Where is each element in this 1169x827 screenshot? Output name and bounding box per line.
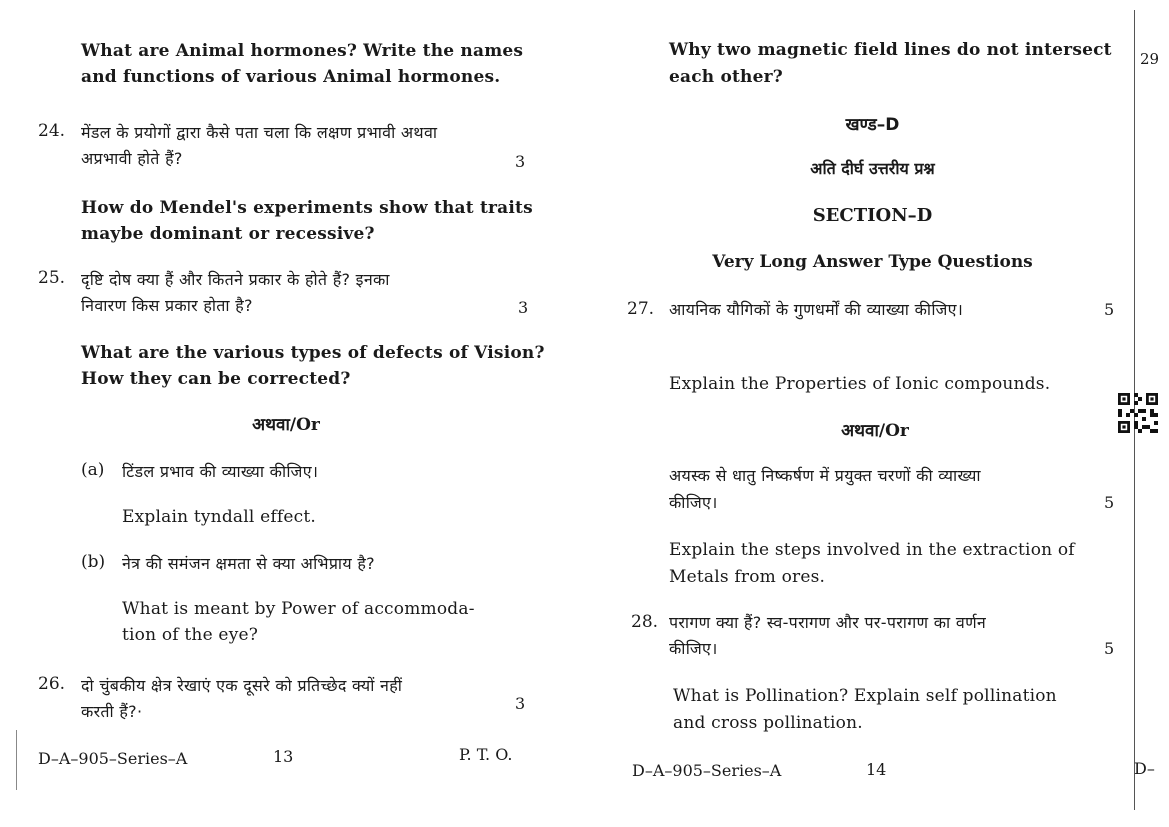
q25-hindi-line2: निवारण किस प्रकार होता है? xyxy=(81,296,253,315)
q24-number: 24. xyxy=(38,121,66,141)
left-footer-pto: P. T. O. xyxy=(459,745,513,764)
qr-code-icon xyxy=(1118,393,1158,433)
left-footer-series: D–A–905–Series–A xyxy=(38,749,188,768)
q28-english-line2: and cross pollination. xyxy=(673,713,863,733)
left-footer-page-number: 13 xyxy=(273,747,294,766)
q28-hindi-line1: परागण क्या हैं? स्व-परागण और पर-परागण का वर्णन xyxy=(669,613,987,632)
adjacent-page-number: 29 xyxy=(1140,50,1160,68)
section-heading-english: SECTION–D xyxy=(812,205,933,226)
q25a-hindi: टिंडल प्रभाव की व्याख्या कीजिए। xyxy=(122,462,319,481)
q25-hindi-line1: दृष्टि दोष क्या हैं और कितने प्रकार के होते हैं? इनका xyxy=(81,270,390,289)
q24-hindi-line2: अप्रभावी होते हैं? xyxy=(81,149,183,168)
section-subtitle-hindi: अति दीर्घ उत्तरीय प्रश्न xyxy=(810,159,935,178)
q27-or-hindi-line1: अयस्क से धातु निष्कर्षण में प्रयुक्त चरणों की व्याख्या xyxy=(669,466,981,485)
q27-marks: 5 xyxy=(1104,300,1115,319)
q25b-english-line1: What is meant by Power of accommoda- xyxy=(122,599,475,619)
right-footer-series: D–A–905–Series–A xyxy=(632,761,782,780)
q28-hindi-line2: कीजिए। xyxy=(669,639,718,658)
q24-english-line1: How do Mendel's experiments show that traits xyxy=(81,198,533,218)
q24-english-line2: maybe dominant or recessive? xyxy=(81,224,375,244)
q25-marks: 3 xyxy=(518,298,529,317)
q24-marks: 3 xyxy=(515,152,526,171)
q27-or-marks: 5 xyxy=(1104,493,1115,512)
q28-english-line1: What is Pollination? Explain self pollination xyxy=(673,686,1057,706)
q26-english-line2: each other? xyxy=(669,67,783,87)
left-scan-edge xyxy=(16,730,17,790)
q25b-label: (b) xyxy=(81,552,106,572)
q27-or-hindi-line2: कीजिए। xyxy=(669,493,718,512)
q23-or-english: What are Animal hormones? Write the names and functions of various Animal hormones. xyxy=(81,41,524,87)
section-heading-hindi: खण्ड–D xyxy=(845,115,900,135)
right-footer-page-number: 14 xyxy=(866,760,887,779)
q25-english-line1: What are the various types of defects of Vision? xyxy=(81,343,545,363)
adjacent-page-series-fragment: D– xyxy=(1134,759,1155,778)
q26-marks: 3 xyxy=(515,694,526,713)
q26-number: 26. xyxy=(38,674,66,694)
q25-number: 25. xyxy=(38,268,66,288)
q26-hindi-line1: दो चुंबकीय क्षेत्र रेखाएं एक दूसरे को प्रतिच्छेद क्यों नहीं xyxy=(81,676,403,695)
q27-or-english-line1: Explain the steps involved in the extraction of xyxy=(669,540,1075,560)
q27-english: Explain the Properties of Ionic compounds. xyxy=(669,374,1051,394)
q25b-hindi: नेत्र की समंजन क्षमता से क्या अभिप्राय है? xyxy=(122,554,375,573)
q26-english-line1: Why two magnetic field lines do not intersect xyxy=(669,40,1112,60)
section-subtitle-english: Very Long Answer Type Questions xyxy=(712,252,1033,272)
q27-or-heading: अथवा/Or xyxy=(841,421,909,441)
q25a-label: (a) xyxy=(81,460,105,480)
q28-number: 28. xyxy=(631,612,659,632)
q26-hindi-line2: करती हैं?· xyxy=(81,702,143,721)
q25a-english: Explain tyndall effect. xyxy=(122,507,316,527)
q28-marks: 5 xyxy=(1104,639,1115,658)
q25b-english-line2: tion of the eye? xyxy=(122,625,259,645)
q27-hindi: आयनिक यौगिकों के गुणधर्मों की व्याख्या कीजिए। xyxy=(669,300,964,319)
q25-english-line2: How they can be corrected? xyxy=(81,369,351,389)
q27-number: 27. xyxy=(627,299,655,319)
q27-or-english-line2: Metals from ores. xyxy=(669,567,826,587)
q25-or-heading: अथवा/Or xyxy=(252,415,320,435)
q24-hindi-line1: मेंडल के प्रयोगों द्वारा कैसे पता चला कि लक्षण प्रभावी अथवा xyxy=(81,123,438,142)
